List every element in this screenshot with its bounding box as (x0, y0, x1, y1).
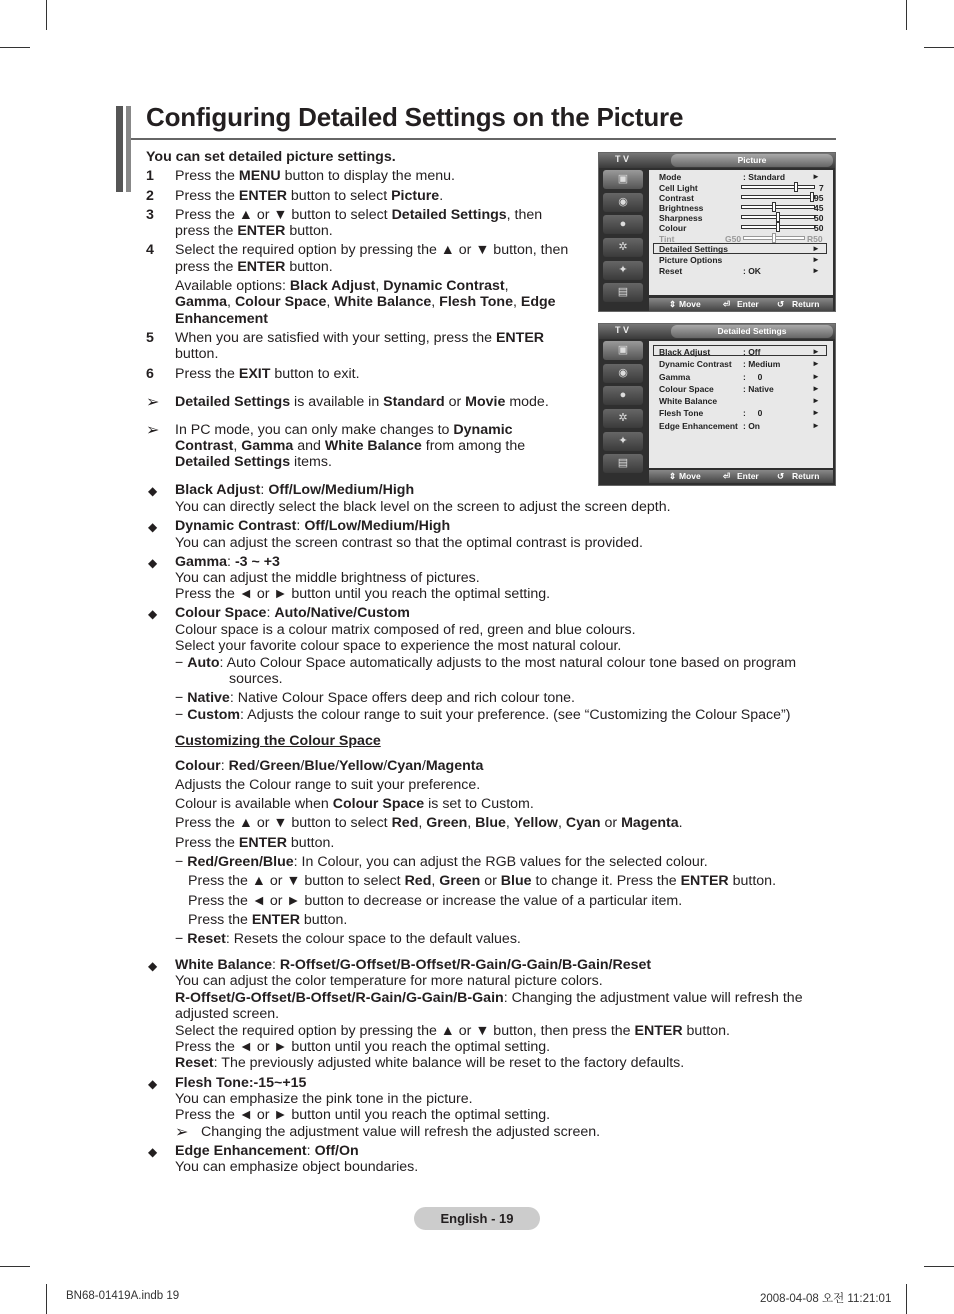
step-3: Press the ▲ or ▼ button to select Detailed Settings, then (175, 207, 543, 223)
osd-row-label: White Balance (659, 396, 718, 406)
osd-row-value: : Native (743, 384, 774, 394)
sub-item-native: − Native: Native Colour Space offers deep and rich colour tone. (175, 690, 575, 706)
bullet-heading: White Balance: R-Offset/G-Offset/B-Offset/R-Gain/G-Gain/B-Gain/Reset (175, 957, 652, 973)
sub-item-rgb-body: Press the ENTER button. (188, 912, 348, 928)
intro-text: You can set detailed picture settings. (146, 149, 396, 165)
step-number: 1 (146, 168, 154, 184)
osd-row-value: G50 (725, 234, 742, 244)
osd-footer (649, 298, 833, 311)
crop-mark (0, 1266, 30, 1267)
sub-item-rgb-body: Press the ◄ or ► button to decrease or increase the value of a particular item. (188, 893, 683, 909)
bullet-heading: Dynamic Contrast: Off/Low/Medium/High (175, 518, 451, 534)
osd-row-label: Tint (659, 234, 675, 244)
input-icon: ✦ (603, 432, 643, 451)
sound-icon: ◉ (603, 364, 643, 383)
title-accent-bar (116, 106, 123, 192)
sub-item-custom: − Custom: Adjusts the colour range to suit your preference. (see “Customizing the Colour Space”) (175, 707, 791, 723)
bullet-body: Select the required option by pressing the ▲ or ▼ button, then press the ENTER button. (175, 1023, 730, 1039)
osd-row-value: R50 (807, 234, 823, 244)
osd-row-label: Colour (659, 223, 687, 233)
colour-body: Colour is available when Colour Space is set to Custom. (175, 796, 534, 812)
osd-row-value: : Off (743, 347, 761, 357)
osd-row-label: Cell Light (659, 183, 698, 193)
osd-arrow-icon: ► (812, 347, 820, 356)
osd-arrow-icon: ► (812, 384, 820, 393)
step-number: 2 (146, 188, 154, 204)
osd-picture-menu (598, 152, 836, 312)
bullet-diamond-icon: ◆ (148, 556, 158, 570)
note-arrow-icon: ➢ (146, 422, 160, 439)
picture-icon: ▣ (603, 341, 643, 360)
osd-arrow-icon: ► (812, 408, 820, 417)
bullet-body: Press the ◄ or ► button until you reach the optimal setting. (175, 586, 551, 602)
bullet-body: You can adjust the middle brightness of pictures. (175, 570, 480, 586)
page-title: Configuring Detailed Settings on the Picture (146, 102, 684, 132)
osd-footer (649, 470, 833, 483)
osd-row-value: : 0 (743, 408, 763, 418)
osd-arrow-icon: ► (812, 421, 820, 430)
osd-enter-label: Enter (737, 299, 759, 309)
bullet-body: Colour space is a colour matrix composed of red, green and blue colours. (175, 622, 636, 638)
sub-item-rgb-body: Press the ▲ or ▼ button to select Red, Green or Blue to change it. Press the ENTER button. (188, 873, 777, 889)
osd-tv-label: T V (615, 154, 630, 164)
crop-mark (906, 0, 907, 30)
bullet-diamond-icon: ◆ (148, 484, 158, 498)
osd-row-label: Black Adjust (659, 347, 711, 357)
osd-move-label: Move (679, 471, 701, 481)
osd-title: Picture (671, 154, 833, 167)
move-icon: ⇕ (669, 299, 677, 309)
sub-item-auto-cont: sources. (229, 671, 283, 687)
osd-row-value: 45 (814, 203, 824, 213)
osd-row-value: : OK (743, 266, 761, 276)
osd-row-label: Picture Options (659, 255, 723, 265)
crop-mark (46, 0, 47, 30)
input-icon: ✦ (603, 261, 643, 280)
osd-slider (741, 205, 815, 209)
sub-item-rgb: − Red/Green/Blue: In Colour, you can adjust the RGB values for the selected colour. (175, 854, 708, 870)
osd-return-label: Return (792, 471, 820, 481)
step-5: When you are satisfied with your setting, press the ENTER (175, 330, 545, 346)
step-4-options: Available options: Black Adjust, Dynamic Contrast, (175, 278, 509, 294)
colour-body: Press the ▲ or ▼ button to select Red, Green, Blue, Yellow, Cyan or Magenta. (175, 815, 683, 831)
bullet-heading: Gamma: -3 ~ +3 (175, 554, 280, 570)
step-number: 3 (146, 207, 154, 223)
bullet-heading: Edge Enhancement: Off/On (175, 1143, 359, 1159)
crop-mark (924, 1266, 954, 1267)
osd-arrow-icon: ► (812, 172, 820, 181)
enter-icon: ⏎ (723, 299, 731, 309)
step-1: Press the MENU button to display the menu. (175, 168, 455, 184)
bullet-diamond-icon: ◆ (148, 1077, 158, 1091)
step-4: Select the required option by pressing the ▲ or ▼ button, then (175, 242, 569, 258)
osd-panel (649, 170, 833, 295)
return-icon: ↺ (777, 471, 785, 481)
osd-row-value: 7 (819, 183, 824, 193)
bullet-body: You can directly select the black level on the screen to adjust the screen depth. (175, 499, 671, 515)
bullet-note: Changing the adjustment value will refresh the adjusted screen. (201, 1124, 601, 1140)
osd-sidebar (601, 341, 645, 477)
step-number: 5 (146, 330, 154, 346)
osd-row-value: : Medium (743, 359, 781, 369)
picture-icon: ▣ (603, 170, 643, 189)
channel-icon: ● (603, 386, 643, 405)
osd-move-label: Move (679, 299, 701, 309)
step-4-cont: press the ENTER button. (175, 259, 333, 275)
step-2: Press the ENTER button to select Picture. (175, 188, 444, 204)
bullet-body: adjusted screen. (175, 1006, 280, 1022)
bullet-body: You can adjust the color temperature for more natural picture colors. (175, 973, 603, 989)
osd-row-value: : Standard (743, 172, 786, 182)
bullet-body: You can adjust the screen contrast so that the optimal contrast is provided. (175, 535, 643, 551)
bullet-diamond-icon: ◆ (148, 520, 158, 534)
crop-mark (46, 1284, 47, 1314)
pc-icon: ▤ (603, 283, 643, 302)
osd-row-label: Gamma (659, 372, 691, 382)
colour-body: Adjusts the Colour range to suit your preference. (175, 777, 481, 793)
note-arrow-icon: ➢ (175, 1124, 189, 1141)
bullet-heading: Flesh Tone:-15~+15 (175, 1075, 307, 1091)
sub-item-reset: − Reset: Resets the colour space to the default values. (175, 931, 521, 947)
osd-row-label: Brightness (659, 203, 704, 213)
osd-row-label: Flesh Tone (659, 408, 704, 418)
osd-row-label: Edge Enhancement (659, 421, 738, 431)
sub-item-auto: − Auto: Auto Colour Space automatically adjusts to the most natural colour tone based on program (175, 655, 797, 671)
osd-title: Detailed Settings (671, 325, 833, 338)
osd-row-label: Dynamic Contrast (659, 359, 732, 369)
crop-mark (906, 1284, 907, 1314)
move-icon: ⇕ (669, 471, 677, 481)
osd-enter-label: Enter (737, 471, 759, 481)
step-number: 6 (146, 366, 154, 382)
bullet-diamond-icon: ◆ (148, 1145, 158, 1159)
osd-row-label: Reset (659, 266, 683, 276)
bullet-body: Select your favorite colour space to experience the most natural colour. (175, 638, 622, 654)
step-6: Press the EXIT button to exit. (175, 366, 360, 382)
osd-arrow-icon: ► (812, 359, 820, 368)
bullet-body: Press the ◄ or ► button until you reach the optimal setting. (175, 1107, 551, 1123)
step-5-cont: button. (175, 346, 219, 362)
crop-mark (924, 47, 954, 48)
sound-icon: ◉ (603, 193, 643, 212)
bullet-heading: Black Adjust: Off/Low/Medium/High (175, 482, 415, 498)
osd-slider (741, 195, 815, 199)
osd-row-value: 95 (814, 193, 824, 203)
osd-tv-label: T V (615, 325, 630, 335)
bullet-diamond-icon: ◆ (148, 607, 158, 621)
setup-icon: ✲ (603, 238, 643, 257)
bullet-diamond-icon: ◆ (148, 959, 158, 973)
osd-slider (741, 225, 815, 229)
colour-heading: Colour: Red/Green/Blue/Yellow/Cyan/Magenta (175, 758, 484, 774)
osd-panel (649, 341, 833, 468)
footer-timestamp: 2008-04-08 오전 11:21:01 (760, 1293, 892, 1305)
step-3-cont: press the ENTER button. (175, 223, 333, 239)
osd-slider (741, 215, 815, 219)
osd-row-label: Detailed Settings (659, 244, 728, 254)
osd-row-value: 50 (814, 223, 824, 233)
bullet-heading: Colour Space: Auto/Native/Custom (175, 605, 410, 621)
bullet-body: You can emphasize object boundaries. (175, 1159, 419, 1175)
osd-arrow-icon: ► (812, 244, 820, 253)
osd-arrow-icon: ► (812, 396, 820, 405)
page-number-tag: English - 19 (414, 1207, 540, 1230)
osd-arrow-icon: ► (812, 255, 820, 264)
note-2-cont: Detailed Settings items. (175, 454, 332, 470)
crop-mark (0, 47, 30, 48)
title-accent-bar (126, 106, 131, 192)
bullet-body: Press the ◄ or ► button until you reach the optimal setting. (175, 1039, 551, 1055)
osd-sidebar (601, 170, 645, 306)
osd-row-value: : On (743, 421, 760, 431)
osd-row-value: 50 (814, 213, 824, 223)
osd-return-label: Return (792, 299, 820, 309)
bullet-body: Reset: The previously adjusted white balance will be reset to the factory defaults. (175, 1055, 685, 1071)
bullet-body: You can emphasize the pink tone in the picture. (175, 1091, 473, 1107)
osd-slider (741, 185, 815, 189)
colour-body: Press the ENTER button. (175, 835, 335, 851)
step-4-options: Enhancement (175, 311, 269, 327)
osd-detailed-settings-menu (598, 323, 836, 486)
osd-row-label: Contrast (659, 193, 694, 203)
note-2-cont: Contrast, Gamma and White Balance from among the (175, 438, 526, 454)
bullet-body: R-Offset/G-Offset/B-Offset/R-Gain/G-Gain/B-Gain: Changing the adjustment value will refresh the (175, 990, 803, 1006)
step-4-options: Gamma, Colour Space, White Balance, Flesh Tone, Edge (175, 294, 556, 310)
osd-arrow-icon: ► (812, 266, 820, 275)
footer-file: BN68-01419A.indb 19 (66, 1290, 180, 1302)
note-arrow-icon: ➢ (146, 394, 160, 411)
osd-slider (743, 236, 805, 240)
channel-icon: ● (603, 215, 643, 234)
osd-row-label: Mode (659, 172, 682, 182)
osd-row-value: : 0 (743, 372, 763, 382)
section-heading: Customizing the Colour Space (175, 733, 381, 749)
pc-icon: ▤ (603, 454, 643, 473)
title-rule (131, 138, 836, 140)
step-number: 4 (146, 242, 154, 258)
setup-icon: ✲ (603, 409, 643, 428)
return-icon: ↺ (777, 299, 785, 309)
osd-row-label: Sharpness (659, 213, 703, 223)
osd-arrow-icon: ► (812, 372, 820, 381)
osd-row-label: Colour Space (659, 384, 714, 394)
note-1: Detailed Settings is available in Standard or Movie mode. (175, 394, 549, 410)
enter-icon: ⏎ (723, 471, 731, 481)
note-2: In PC mode, you can only make changes to Dynamic (175, 422, 513, 438)
